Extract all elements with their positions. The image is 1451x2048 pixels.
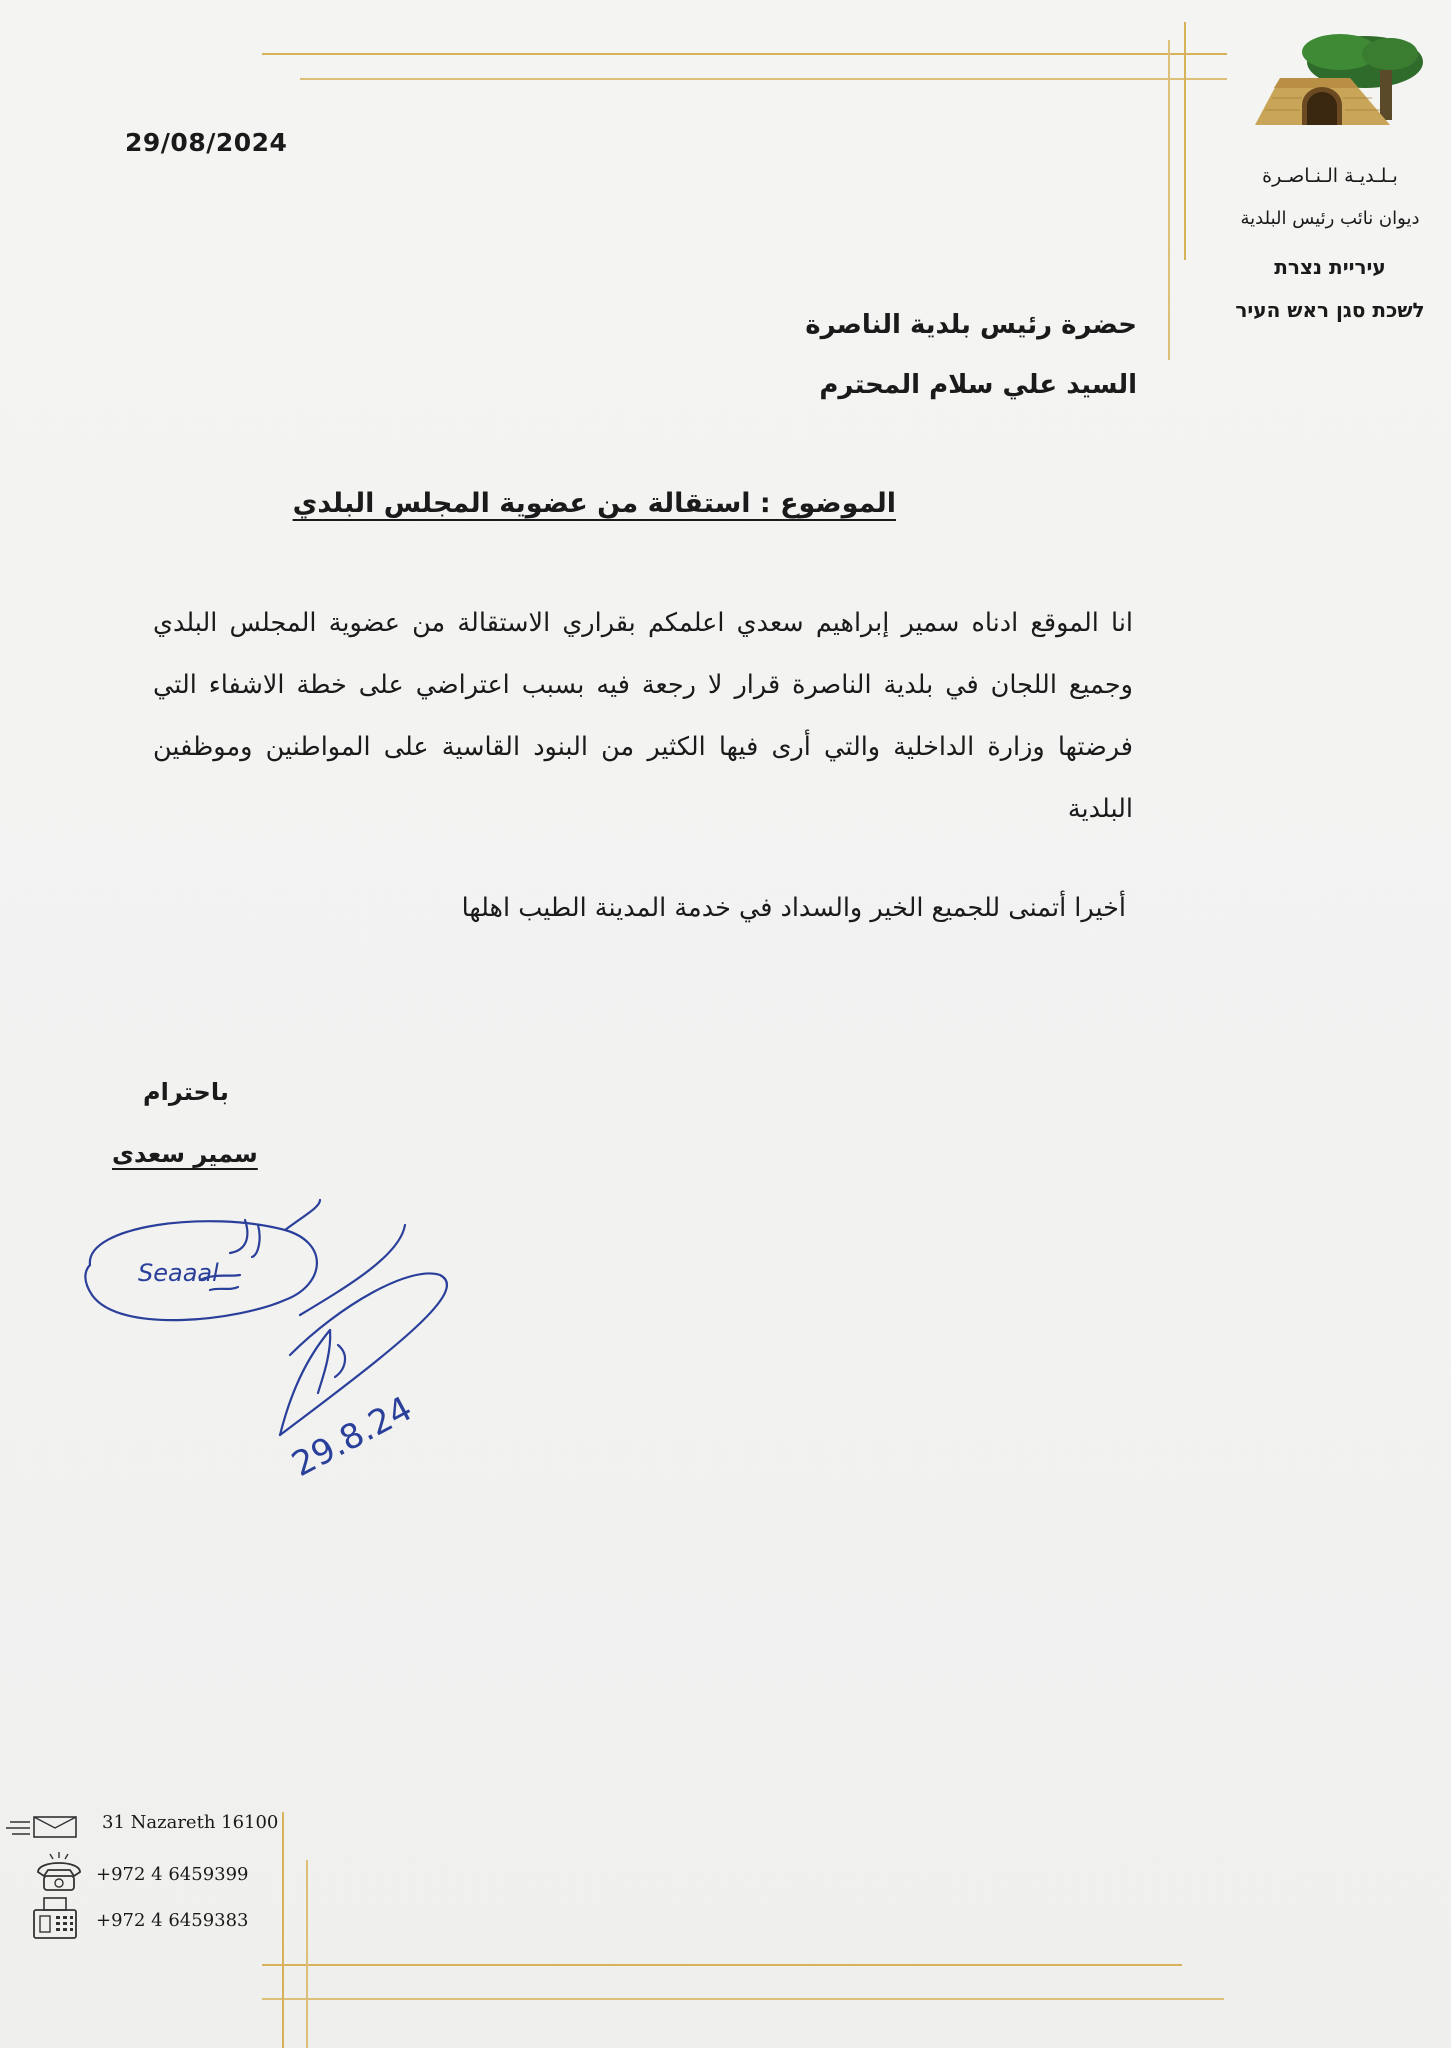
subject-line: الموضوع : استقالة من عضوية المجلس البلدي — [292, 488, 896, 519]
fax-icon — [30, 1896, 80, 1940]
addressee-line-1: حضرة رئيس بلدية الناصرة — [805, 310, 1137, 340]
footer-contact — [0, 1800, 280, 1960]
letter-date: 29/08/2024 — [125, 128, 288, 157]
letterhead-municipality-ar: بـلـديـة الـنـاصـرة — [1262, 165, 1398, 187]
regards-text: باحترام — [143, 1078, 229, 1106]
handwritten-date: 29.8.24 — [285, 1388, 419, 1485]
municipality-logo — [1240, 30, 1430, 135]
stamp-handwriting: Seaaal — [138, 1259, 219, 1287]
footer-address: 31 Nazareth 16100 — [102, 1812, 279, 1833]
letterhead-office-he: לשכת סגן ראש העיר — [1235, 298, 1425, 322]
header-vertical-rule-2 — [1168, 40, 1170, 360]
letterhead-municipality-he: עיריית נצרת — [1274, 255, 1386, 279]
body-paragraph: انا الموقع ادناه سمير إبراهيم سعدي اعلمكم بقراري الاستقالة من عضوية المجلس البلدي وجميع اللجان في بلدية الناصرة قرار لا رجعة فيه بسبب اعتراضي على خطة الاشفاء التي فرضتها وزارة الداخلية والتي أرى فيها الكثير من البنود القاسية على المواطنين وموظفين البلدية — [153, 608, 1133, 824]
signer-name: سمير سعدى — [112, 1140, 258, 1168]
top-rule — [262, 53, 1227, 55]
footer-vertical-rule — [282, 1812, 284, 2048]
footer-phone: +972 4 6459399 — [96, 1864, 249, 1885]
header-vertical-rule — [1184, 22, 1186, 260]
handwritten-signature — [80, 1195, 500, 1495]
footer-vertical-rule-2 — [306, 1860, 308, 2048]
letterhead-office-ar: ديوان نائب رئيس البلدية — [1240, 208, 1420, 229]
top-rule-2 — [300, 78, 1227, 80]
addressee-line-2: السيد علي سلام المحترم — [819, 370, 1137, 400]
bottom-rule-2 — [262, 1998, 1224, 2000]
mail-icon — [6, 1814, 80, 1840]
bottom-rule — [262, 1964, 1182, 1966]
footer-fax: +972 4 6459383 — [96, 1910, 249, 1931]
phone-icon — [30, 1850, 88, 1892]
closing-line: أخيرا أتمنى للجميع الخير والسداد في خدمة المدينة الطيب اهلها — [461, 893, 1126, 923]
